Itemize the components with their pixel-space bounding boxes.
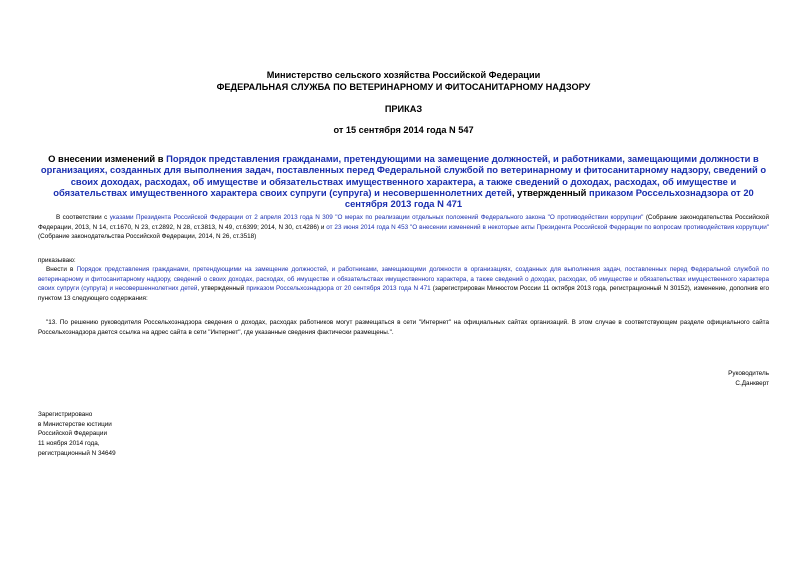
p1-mid: (Собрание законодательства Российской Федерации, 2013, N 14, ст.1670, N 23, ст.2892, N 28, ст.3813, N 49, ст.6399; 2014, N 30, ст.4286) и — [38, 214, 769, 231]
paragraph-amend — [38, 265, 769, 303]
registration-line: Зарегистрировано — [38, 411, 93, 418]
ministry-name: Министерство сельского хозяйства Российской Федерации — [266, 70, 541, 80]
paragraph-item-13: "13. По решению руководителя Россельхознадзора сведения о доходах, расходах работников могут размещаться в сети "Интернет" на официальных сайтах организаций. В этом случае в соответствующем разделе официального сайта Россельхознадзора дается ссылка на адрес сайта в сети "Интернет", где указанные сведения фактически размещены.". — [38, 319, 769, 336]
title-link-procedure[interactable]: Порядок представления гражданами, претендующими на замещение должностей, и работниками, замещающими должности в организациях, созданных для выполнения задач, поставленных перед Федеральной службой по ветеринарному и фитосанитарному надзору, сведений о своих доходах, расходах, об имуществе и обязательствах имущественного характера, а также сведений о доходах, расходах, об имуществе и обязательствах имущественного характера своих супруги (супруга) и несовершеннолетних детей — [40, 153, 767, 198]
title-pre: О внесении изменений в — [48, 153, 167, 164]
p1-pre: В соответствии с — [56, 214, 110, 221]
service-name: ФЕДЕРАЛЬНАЯ СЛУЖБА ПО ВЕТЕРИНАРНОМУ И ФИТОСАНИТАРНОМУ НАДЗОРУ — [216, 82, 591, 92]
doc-type: ПРИКАЗ — [384, 104, 423, 114]
p1-link-decrees[interactable]: указами Президента Российской Федерации от 2 апреля 2013 года N 309 "О мерах по реализации отдельных положений Федерального закона "О противодействии коррупции" — [109, 214, 644, 221]
registration-line: регистрационный N 34649 — [38, 449, 116, 457]
registration-line: в Министерстве юстиции — [38, 420, 112, 428]
signature-name: С.Данкверт — [735, 380, 769, 387]
signature-position: Руководитель — [728, 370, 769, 377]
p1-end: (Собрание законодательства Российской Федерации, 2014, N 26, ст.3518) — [38, 233, 257, 241]
paragraph-preamble — [38, 213, 769, 242]
p3-mid: , утвержденный — [197, 285, 247, 293]
doc-date-number: от 15 сентября 2014 года N 547 — [333, 125, 474, 135]
p1-link-decree-453[interactable]: от 23 июня 2014 года N 453 "О внесении изменений в некоторые акты Президента Российской Федерации по вопросам противодействия коррупции" — [326, 223, 769, 231]
registration-line: 11 ноября 2014 года, — [38, 440, 100, 448]
document-title — [38, 153, 769, 209]
registration-line: Российской Федерации — [38, 430, 107, 438]
title-link-order[interactable]: приказом Россельхознадзора от 20 сентября 2013 года N 471 — [344, 186, 754, 210]
p3-pre: Внести в — [46, 266, 77, 273]
registration-block — [38, 410, 116, 459]
p3-link-procedure[interactable]: Порядок представления гражданами, претендующими на замещение должностей, и работниками, замещающими должности в организациях, созданных для выполнения задач, поставленных перед Федеральной службой по ветеринарному и фитосанитарному надзору, сведений о своих доходах, расходах, об имуществе и обязательствах имущественного характера, а также сведений о доходах, расходах, об имуществе и обязательствах имущественного характера своих супруги (супруга) и несовершеннолетних детей — [38, 266, 770, 293]
paragraph-order: приказываю: — [38, 257, 76, 264]
p3-end: (зарегистрирован Минюстом России 11 октября 2013 года, регистрационный N 30152), изменение, дополнив его пунктом 13 следующего содержания: — [38, 285, 769, 302]
title-mid: , утвержденный — [511, 186, 590, 198]
p3-link-order[interactable]: приказом Россельхознадзора от 20 сентября 2013 года N 471 — [246, 285, 431, 293]
